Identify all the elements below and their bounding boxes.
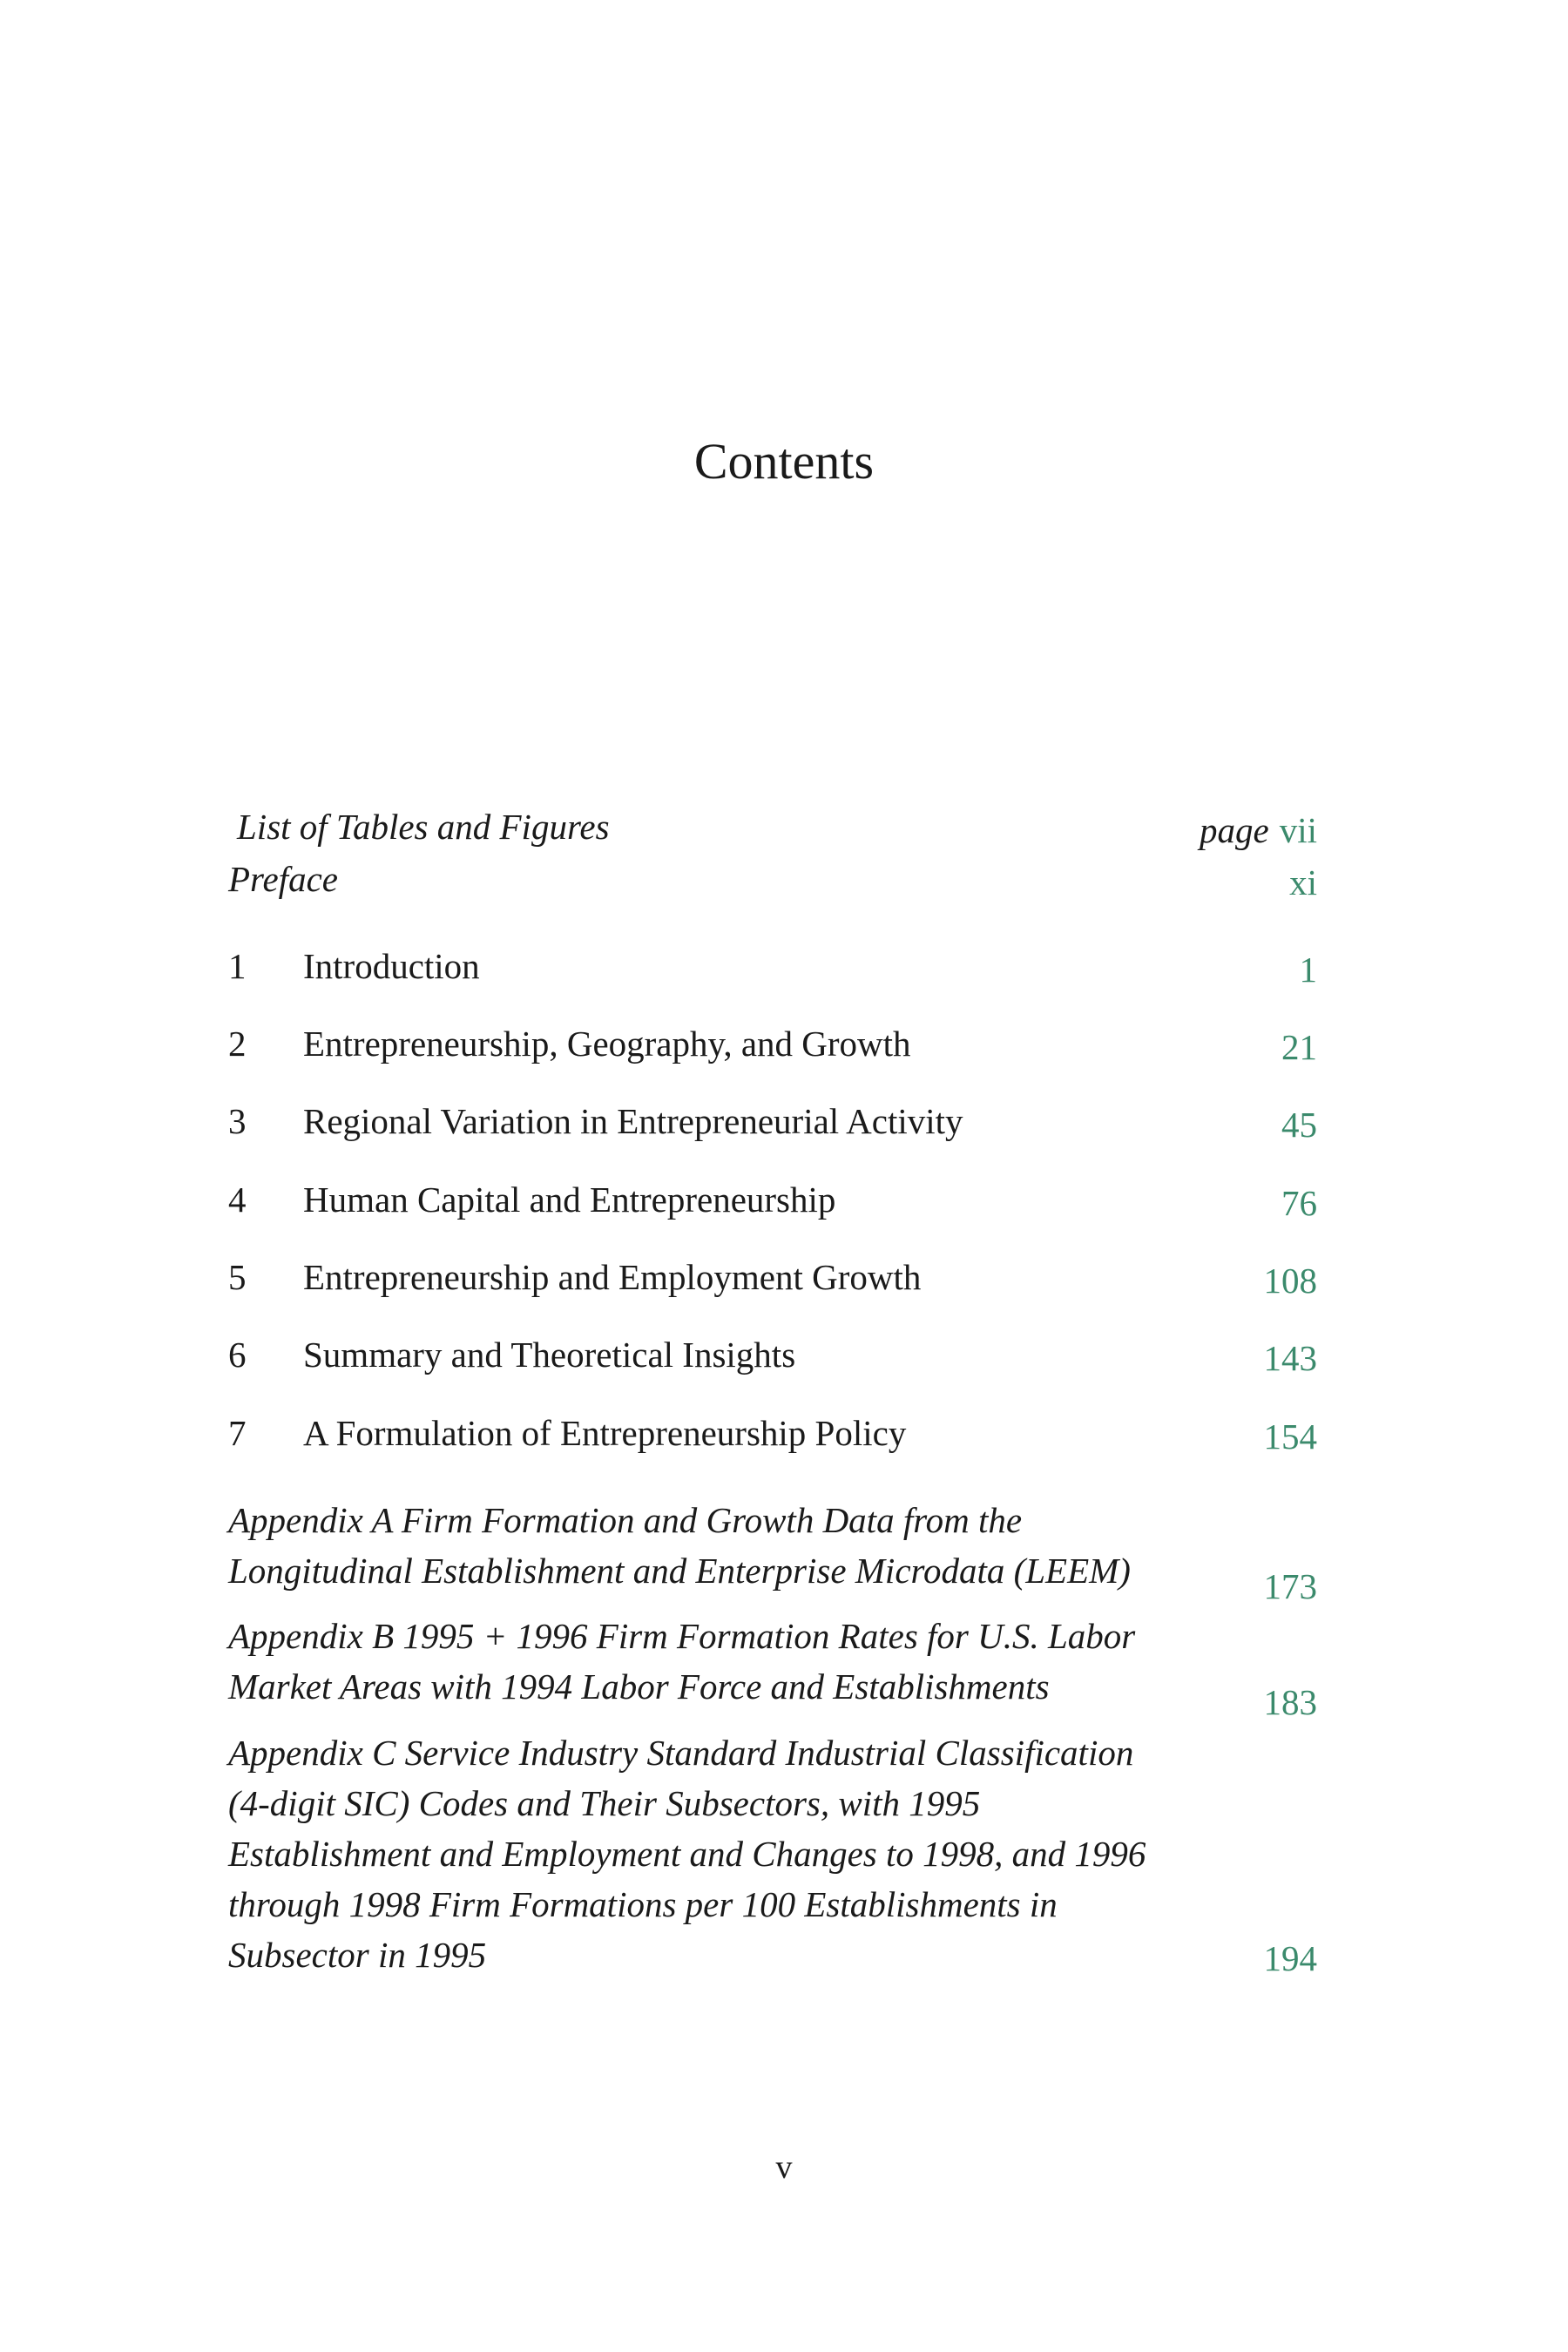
entry-title: List of Tables and Figures <box>237 807 610 847</box>
entry-page-number <box>1200 805 1317 855</box>
chapter-number: 4 <box>228 1179 247 1220</box>
chapter-number: 3 <box>228 1101 247 1141</box>
chapter-title: Introduction <box>303 946 480 986</box>
entry-page-number: 173 <box>1263 1566 1317 1606</box>
chapter-title: Entrepreneurship and Employment Growth <box>303 1257 922 1297</box>
entry-page-number: 143 <box>1263 1338 1317 1378</box>
entry-page-number: 76 <box>1281 1183 1317 1223</box>
chapter-title: Human Capital and Entrepreneurship <box>303 1179 836 1220</box>
toc-entry-appendix-a[interactable] <box>228 1495 1317 1606</box>
page-prefix: page <box>1200 810 1269 850</box>
entry-page-number: 21 <box>1281 1027 1317 1067</box>
folio-page-number: v <box>775 2149 793 2186</box>
chapter-title: Entrepreneurship, Geography, and Growth <box>303 1024 911 1064</box>
toc-entry-appendix-c[interactable] <box>228 1727 1317 1984</box>
appendix-title: Appendix C Service Industry Standard Industrial Classification (4-digit SIC) Codes and Their Subsectors, with 1995 Establishment and Employment and Changes to 1998, and 1996 through 1998 Firm Formations per 100 Establishments in Subsector in 1995 <box>228 1733 1146 1975</box>
entry-page-number: 108 <box>1263 1260 1317 1301</box>
chapter-number: 6 <box>228 1335 247 1375</box>
entry-page-number: 45 <box>1281 1105 1317 1145</box>
entry-page-number: 1 <box>1299 950 1317 990</box>
entry-page-number: 194 <box>1263 1938 1317 1978</box>
chapter-number: 7 <box>228 1413 247 1453</box>
entry-page-number: 183 <box>1263 1682 1317 1722</box>
chapter-number: 5 <box>228 1257 247 1297</box>
appendix-title: Appendix A Firm Formation and Growth Data from the Longitudinal Establishment and Enterprise Microdata (LEEM) <box>228 1500 1131 1591</box>
chapter-title: Summary and Theoretical Insights <box>303 1335 796 1375</box>
toc-entry-appendix-b[interactable] <box>228 1611 1317 1722</box>
page-value: vii <box>1279 810 1317 850</box>
page-title: Contents <box>693 433 875 490</box>
appendix-title: Appendix B 1995 + 1996 Firm Formation Rates for U.S. Labor Market Areas with 1994 Labor Force and Establishments <box>228 1616 1136 1707</box>
chapter-number: 2 <box>228 1024 247 1064</box>
entry-page-number: xi <box>1289 862 1317 902</box>
entry-page-number: 154 <box>1263 1416 1317 1456</box>
chapter-title: A Formulation of Entrepreneurship Policy <box>303 1413 907 1453</box>
entry-title: Preface <box>228 859 338 899</box>
chapter-number: 1 <box>228 946 247 986</box>
chapter-title: Regional Variation in Entrepreneurial Activity <box>303 1101 963 1141</box>
